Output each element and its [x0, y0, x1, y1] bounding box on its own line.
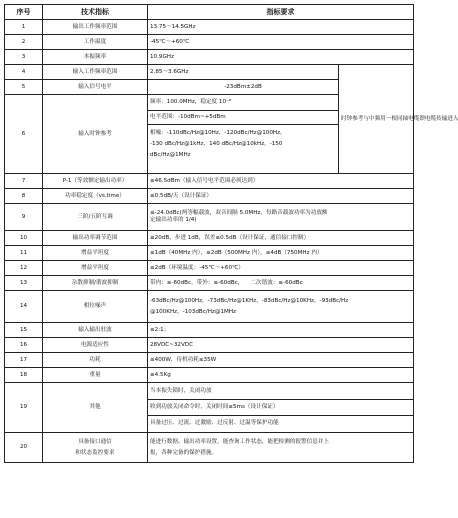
table-row [5, 174, 414, 189]
row-name: 本振频率 [43, 50, 148, 65]
row-value-multi [148, 204, 414, 231]
interface-line-1: 能进行数据、输出功率设置，能查询工作状态，能把检测的报警信息并上 [150, 438, 330, 445]
row-no: 6 [5, 95, 43, 174]
phase-noise-line-1: -63dBc/Hz@100Hz，-73dBc/Hz@1KHz，-83dBc/Hz@10KHz，-93dBc/Hz [150, 297, 349, 304]
table-row [5, 291, 414, 323]
row-name: 输出功率调节范围 [43, 231, 148, 246]
row-name: 功率稳定度（vs.time） [43, 189, 148, 204]
row-value: ≤4.5Kg [148, 368, 414, 383]
row-no: 7 [5, 174, 43, 189]
clock-frequency: 频率：100.0MHz，稳定度 10⁻⁸ [150, 99, 232, 105]
row-value: -23dBm±2dB [148, 80, 339, 95]
row-name: 输入输出驻波 [43, 323, 148, 338]
clock-phase-noise-2: -130 dBc/Hz@1kHz，140 dBc/Hz@10kHz，-150 [150, 140, 283, 147]
row-name: 增益平坦度 [43, 246, 148, 261]
row-name: P-1（等效额定输出功率） [43, 174, 148, 189]
row-value: ≤400W，待机功耗≤35W [148, 353, 414, 368]
row-name: 杂散抑制/谐波抑制 [43, 276, 148, 291]
other-line-3: 具备过压、过流、过激励、过反射、过温等保护功能 [148, 415, 413, 431]
table-row [5, 383, 414, 433]
row-no: 17 [5, 353, 43, 368]
row-name: 功耗 [43, 353, 148, 368]
phase-noise-line-2: @100KHz，-103dBc/Hz@1MHz [150, 308, 236, 315]
row-no: 10 [5, 231, 43, 246]
table-row [5, 204, 414, 231]
table-row [5, 276, 414, 291]
header-requirement: 指标要求 [148, 5, 414, 20]
clock-phase-noise [148, 124, 338, 161]
row-name: 输入时钟参考 [43, 95, 148, 174]
row-value-multi [148, 291, 414, 323]
intermod-line-1: ≤-24.0dBc(两等幅载波，双音间隔 5.0MHz，每路音载波功率为功放额 [150, 210, 328, 217]
table-row [5, 323, 414, 338]
row-value: ≥20dB，步进 1dB，误差≤0.5dB（设计保证，通信接口控制） [148, 231, 414, 246]
row-no: 9 [5, 204, 43, 231]
other-line-1: 当本振失锁时，关闭功放 [150, 388, 212, 395]
row-value: ≤1dB（40MHz 内），≤2dB（500MHz 内），≤4dB（750MHz 内） [148, 246, 414, 261]
row-name: 增益平坦度 [43, 261, 148, 276]
row-name: 三阶/五阶互调 [43, 204, 148, 231]
row-value-multi [148, 383, 414, 433]
row-name: 其他 [43, 383, 148, 433]
table-header-row [5, 5, 414, 20]
row-value: ≤2:1； [148, 323, 414, 338]
row-name: 工作温度 [43, 35, 148, 50]
row-value-multi [148, 433, 414, 463]
table-row [5, 246, 414, 261]
row-name: 电源适应性 [43, 338, 148, 353]
row-value: -45℃～+60℃ [148, 35, 414, 50]
row-value-multi [148, 95, 339, 174]
row-no: 2 [5, 35, 43, 50]
row-no: 1 [5, 20, 43, 35]
spec-table-container [4, 4, 458, 463]
interface-name-1: 具备接口通信 [78, 438, 112, 445]
clock-phase-noise-1: 相噪：-110dBc/Hz@10Hz，-120dBc/Hz@100Hz， [150, 129, 286, 136]
row-name: 相位噪声 [43, 291, 148, 323]
row-no: 4 [5, 65, 43, 80]
row-no: 12 [5, 261, 43, 276]
row-value: 2.85～3.6GHz [148, 65, 339, 80]
row-name: 输入信号电平 [43, 80, 148, 95]
row-name-multi [43, 433, 148, 463]
row-no: 13 [5, 276, 43, 291]
row-no: 16 [5, 338, 43, 353]
row-value: 带内：≤-60dBc，带外：≤-60dBc， 二次谐波：≤-60dBc [148, 276, 414, 291]
row-value: ≤2dB（环境温度：-45℃～+60℃） [148, 261, 414, 276]
header-item: 技术指标 [43, 5, 148, 20]
clock-level-range: 电平范围：-10dBm~+5dBm [148, 110, 338, 124]
header-no: 序号 [5, 5, 43, 20]
table-row [5, 338, 414, 353]
table-row [5, 368, 414, 383]
row-value: ≤0.5dB/天（设计保证） [148, 189, 414, 204]
intermod-line-2: 定输出功率的 1/4) [150, 217, 197, 223]
row-no: 20 [5, 433, 43, 463]
row-name: 输出工作频率范围 [43, 20, 148, 35]
row-value: 28VDC~32VDC [148, 338, 414, 353]
table-row [5, 35, 414, 50]
row-no: 19 [5, 383, 43, 433]
row-value: 10.9GHz [148, 50, 414, 65]
row-no: 8 [5, 189, 43, 204]
interface-name-2: 和状态监控要求 [75, 449, 115, 456]
other-line-2: 收到功放关闭命令时，关闭时间≤5ms（设计保证） [148, 399, 413, 415]
table-row [5, 231, 414, 246]
row-no: 5 [5, 80, 43, 95]
row-no: 15 [5, 323, 43, 338]
row-name: 重量 [43, 368, 148, 383]
table-row [5, 20, 414, 35]
row-no: 3 [5, 50, 43, 65]
table-row [5, 65, 414, 80]
table-row [5, 189, 414, 204]
table-row [5, 433, 414, 463]
clock-reference-note: 时钟参考与中频用一根同轴电缆馈电缆传输进入 [339, 65, 414, 174]
row-name: 输入工作频率范围 [43, 65, 148, 80]
row-value: 13.75～14.5GHz [148, 20, 414, 35]
row-no: 18 [5, 368, 43, 383]
row-no: 14 [5, 291, 43, 323]
clock-phase-noise-3: dBc/Hz@1MHz [150, 151, 191, 158]
table-row [5, 353, 414, 368]
interface-line-2: 报，各种完备的保护措施。 [150, 449, 218, 456]
table-row [5, 50, 414, 65]
table-row [5, 261, 414, 276]
row-value: ≥46.5dBm（输入信号电平范围必须达到） [148, 174, 414, 189]
spec-table [4, 4, 458, 463]
row-no: 11 [5, 246, 43, 261]
